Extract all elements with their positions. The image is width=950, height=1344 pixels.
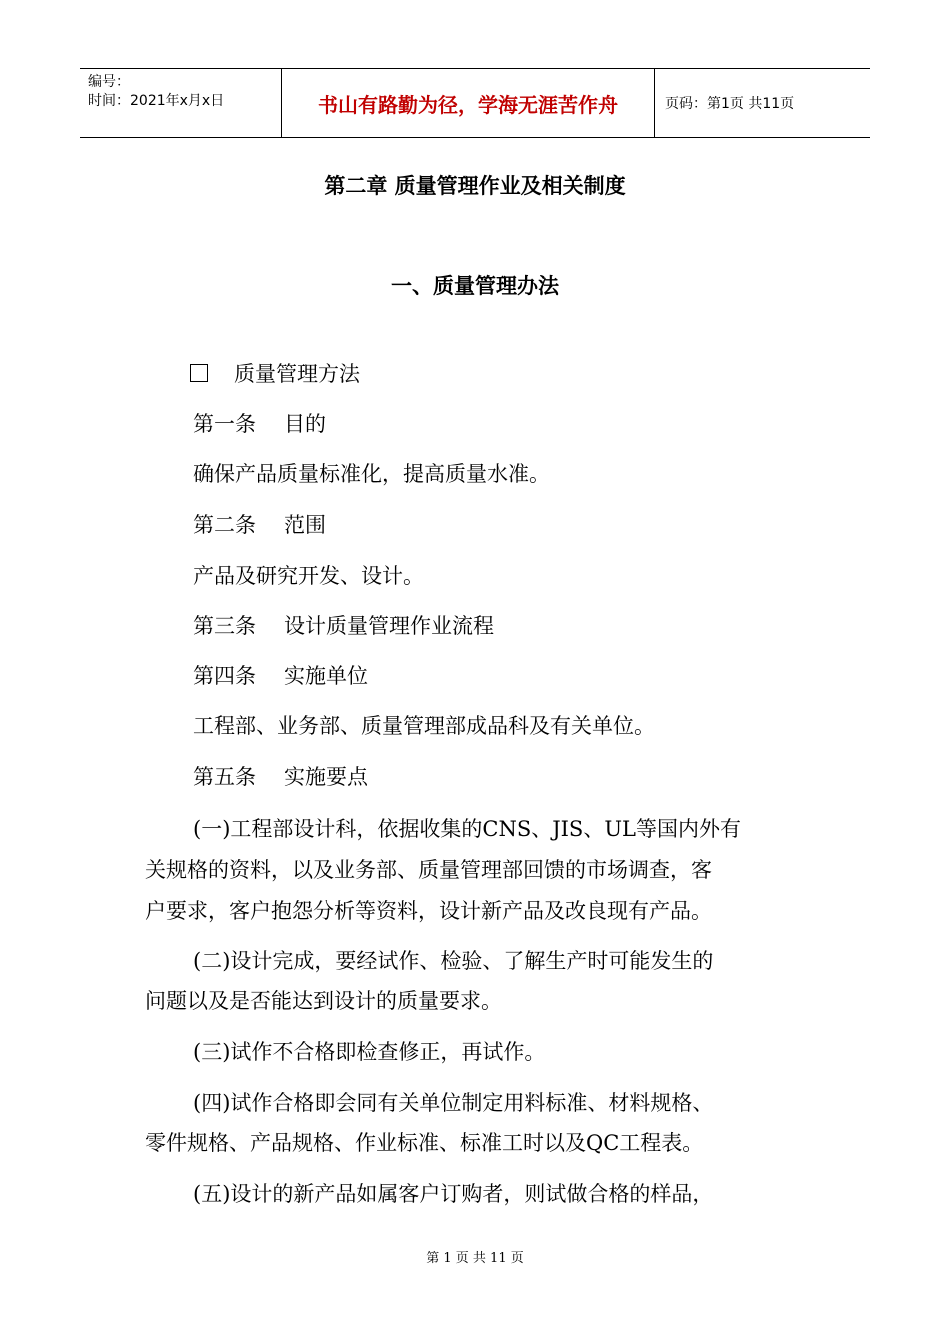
time-label: 时间：2021年x月x日 xyxy=(88,93,225,109)
chapter-title: 第二章 质量管理作业及相关制度 xyxy=(324,174,626,198)
header-meta xyxy=(80,69,281,137)
checkbox-square-icon xyxy=(190,364,208,382)
point-1-line-1: (一)工程部设计科，依据收集的CNS、JIS、UL等国内外有 xyxy=(193,817,741,841)
article-5-heading xyxy=(193,761,368,791)
section-title: 一、质量管理办法 xyxy=(391,274,559,298)
article-title: 范围 xyxy=(284,513,326,537)
point-1-line-3: 户要求，客户抱怨分析等资料，设计新产品及改良现有产品。 xyxy=(145,899,712,923)
page-footer: 第 1 页 共 11 页 xyxy=(426,1251,524,1266)
header-motto: 书山有路勤为径，学海无涯苦作舟 xyxy=(281,69,655,137)
article-4-heading xyxy=(193,660,368,690)
article-title: 设计质量管理作业流程 xyxy=(284,614,494,638)
article-number: 第一条 xyxy=(193,412,256,436)
article-2-heading xyxy=(193,509,326,539)
article-title: 实施要点 xyxy=(284,765,368,789)
article-2-body: 产品及研究开发、设计。 xyxy=(193,564,424,588)
number-label: 编号： xyxy=(88,74,130,90)
point-1-line-2: 关规格的资料，以及业务部、质量管理部回馈的市场调查，客 xyxy=(145,858,712,882)
article-4-body: 工程部、业务部、质量管理部成品科及有关单位。 xyxy=(193,714,655,738)
article-title: 实施单位 xyxy=(284,664,368,688)
header-page-info: 页码：第1页 共11页 xyxy=(665,96,795,112)
article-number: 第三条 xyxy=(193,614,256,638)
point-4-line-2: 零件规格、产品规格、作业标准、标准工时以及QC工程表。 xyxy=(145,1131,704,1155)
article-number: 第四条 xyxy=(193,664,256,688)
article-1-heading xyxy=(193,408,326,438)
method-title: 质量管理方法 xyxy=(234,362,360,386)
article-3-heading xyxy=(193,610,494,640)
point-2-line-1: (二)设计完成，要经试作、检验、了解生产时可能发生的 xyxy=(193,949,714,973)
page-header xyxy=(80,68,870,138)
point-3-line-1: (三)试作不合格即检查修正，再试作。 xyxy=(193,1040,546,1064)
article-number: 第二条 xyxy=(193,513,256,537)
method-heading xyxy=(190,358,360,388)
point-5-line-1: (五)设计的新产品如属客户订购者，则试做合格的样品， xyxy=(193,1182,714,1206)
article-1-body: 确保产品质量标准化，提高质量水准。 xyxy=(193,462,550,486)
point-2-line-2: 问题以及是否能达到设计的质量要求。 xyxy=(145,989,502,1013)
article-number: 第五条 xyxy=(193,765,256,789)
point-4-line-1: (四)试作合格即会同有关单位制定用料标准、材料规格、 xyxy=(193,1091,714,1115)
article-title: 目的 xyxy=(284,412,326,436)
